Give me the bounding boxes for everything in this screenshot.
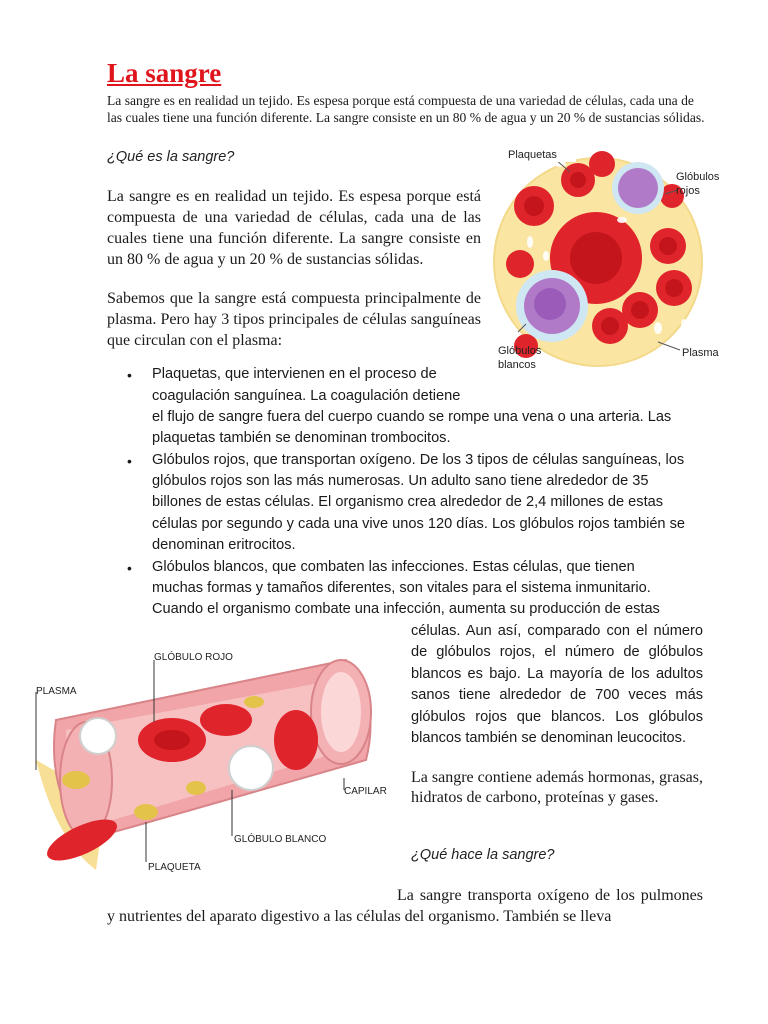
label-plasma-capilar: PLASMA [36,686,77,697]
capillary-diagram [26,640,400,880]
bullet-rojos-line3: billones de estas células. El organismo crea alrededor de 2,4 millones de estas [152,494,664,510]
label-globulo-rojo: GLÓBULO ROJO [154,652,233,663]
bullet-rojos-line5: denominan eritrocitos. [152,537,296,553]
bullet-blancos-line3: Cuando el organismo combate una infección, aumenta su producción de estas [152,601,660,617]
label-globulos-rojos-1: Glóbulos [676,171,720,183]
bullet-rojos-line2: glóbulos rojos son las más numerosas. Un adulto sano tiene alrededor de 35 [152,473,649,489]
page-title: La sangre [107,58,222,88]
label-plaqueta: PLAQUETA [148,862,201,873]
label-plasma: Plasma [682,347,719,359]
blood-cells-diagram [490,146,730,378]
bullet-rojos-line4: células por segundo y cada una vive unos 120 días. Los glóbulos rojos también se [152,516,686,532]
bullet-plaquetas-line2: coagulación sanguínea. La coagulación detiene [152,388,461,404]
section-heading-que-es: ¿Qué es la sangre? [107,149,235,165]
bullet-blancos-continuation: células. Aun así, comparado con el número de glóbulos rojos, el número de glóbulos blancos es bajo. La mayoría de los adultos sanos tiene alrededor de 700 veces más glóbulos rojos que blancos. Los glóbulos blancos también se denominan leucocitos. [411,623,703,747]
bullet-plaquetas-line4: plaquetas también se denominan trombocitos. [152,430,451,446]
intro-paragraph: La sangre es en realidad un tejido. Es espesa porque está compuesta de una variedad de células, cada una de las cuales tiene una función diferente. La sangre consiste en un 80 % de agua y un 20 % de sustancias sólidas. [107,93,705,125]
bullet-blancos-line2: muchas formas y tamaños diferentes, son vitales para el sistema inmunitario. [152,580,651,596]
label-capilar: CAPILAR [344,786,387,797]
bullet-plaquetas-line1: Plaquetas, que intervienen en el proceso de [152,366,437,382]
bullet-dot: • [127,560,132,576]
label-globulo-blanco: GLÓBULO BLANCO [234,834,327,845]
label-globulos-blancos-2: blancos [498,359,536,371]
bullet-dot: • [127,367,132,383]
bullet-rojos-line1: Glóbulos rojos, que transportan oxígeno. De los 3 tipos de células sanguíneas, los [152,452,685,468]
bullet-dot: • [127,453,132,469]
paragraph-plasma: Sabemos que la sangre está compuesta principalmente de plasma. Pero hay 3 tipos principales de células sanguíneas que circulan con el plasma: [107,290,481,349]
label-plaquetas: Plaquetas [508,149,557,161]
section-heading-que-hace: ¿Qué hace la sangre? [411,847,555,863]
bullet-plaquetas-line3: el flujo de sangre fuera del cuerpo cuando se rompe una vena o una arteria. Las [152,409,672,425]
label-globulos-rojos-2: rojos [676,185,700,197]
bullet-blancos-line1: Glóbulos blancos, que combaten las infecciones. Estas células, que tienen [152,559,635,575]
paragraph-transporta: La sangre transporta oxígeno de los pulmones y nutrientes del aparato digestivo a las células del organismo. También se lleva [107,887,703,925]
label-globulos-blancos-1: Glóbulos [498,345,542,357]
paragraph-contiene: La sangre contiene además hormonas, grasas, hidratos de carbono, proteínas y gases. [411,769,703,806]
paragraph-tejido: La sangre es en realidad un tejido. Es espesa porque está compuesta de una variedad de células, cada una de las cuales tiene una función diferente. La sangre consiste en un 80 % de agua y un 20 % de sustancias sólidas. [107,188,481,268]
